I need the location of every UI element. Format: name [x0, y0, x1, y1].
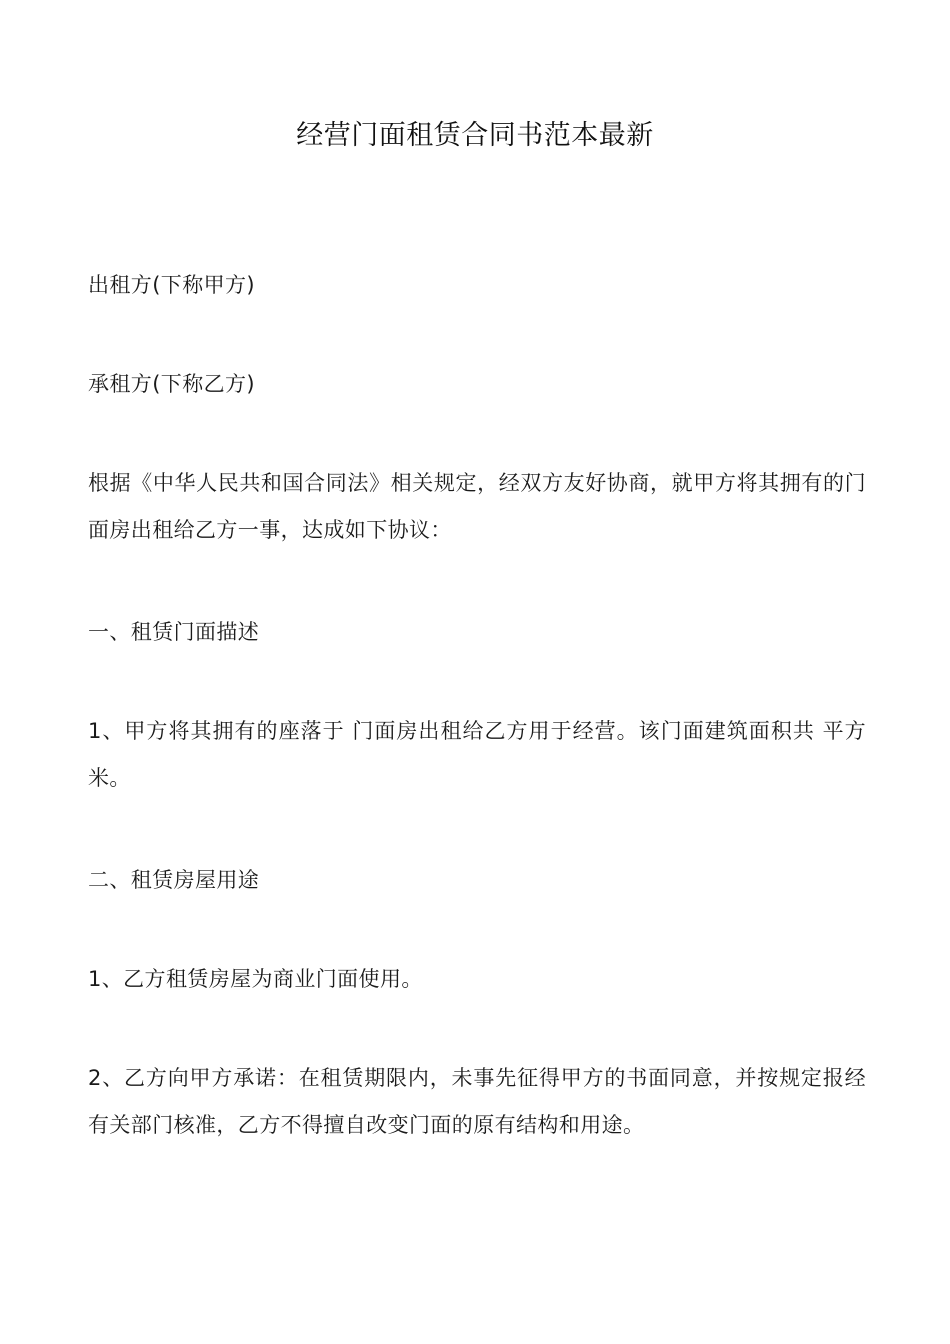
document-title: 经营门面租赁合同书范本最新: [296, 120, 654, 151]
contract-basis-paragraph: 根据《中华人民共和国合同法》相关规定，经双方友好协商，就甲方将其拥有的门面房出租给乙方一事，达成如下协议：: [88, 471, 866, 542]
section-2-heading: 二、租赁房屋用途: [88, 868, 260, 892]
section-1-heading: 一、租赁门面描述: [88, 620, 260, 644]
section-1-item-1: 1、甲方将其拥有的座落于 门面房出租给乙方用于经营。该门面建筑面积共 平方米。: [88, 719, 866, 790]
section-2-item-2: 2、乙方向甲方承诺：在租赁期限内，未事先征得甲方的书面同意，并按规定报经有关部门核准，乙方不得擅自改变门面的原有结构和用途。: [88, 1066, 866, 1137]
section-2-item-1: 1、乙方租赁房屋为商业门面使用。: [88, 967, 423, 991]
lessor-line: 出租方(下称甲方): [88, 273, 255, 297]
lessee-line: 承租方(下称乙方): [88, 372, 255, 396]
